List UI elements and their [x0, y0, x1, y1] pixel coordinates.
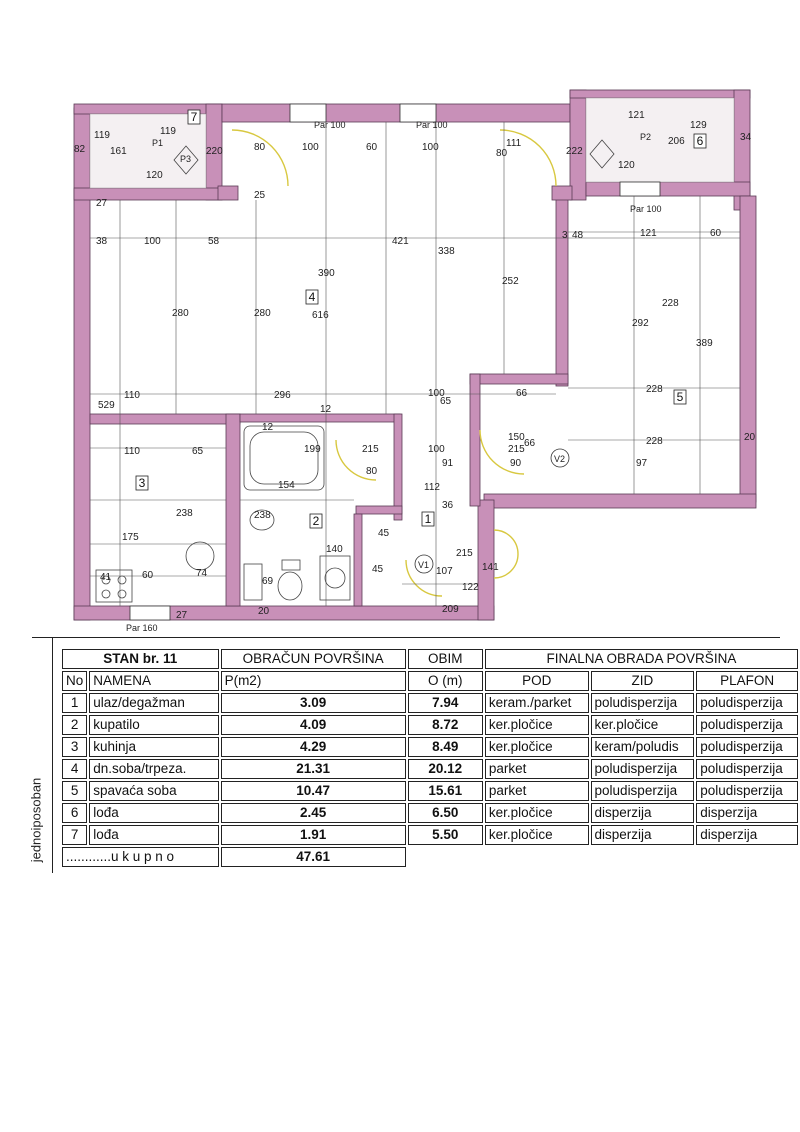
- dim: 45: [372, 564, 384, 575]
- table-row: [62, 715, 798, 735]
- table-side-rule: [52, 637, 53, 873]
- cell-no: 6: [62, 803, 87, 823]
- dim: 34: [740, 132, 752, 143]
- dim: 175: [122, 532, 139, 543]
- dim: 140: [326, 544, 343, 555]
- cell-name: lođa: [89, 825, 218, 845]
- dim: 161: [110, 146, 127, 157]
- header-finish-group: FINALNA OBRADA POVRŠINA: [485, 649, 798, 669]
- dim: 120: [146, 170, 163, 181]
- dim: 60: [366, 142, 378, 153]
- cell-no: 1: [62, 693, 87, 713]
- total-label: ............u k u p n o: [62, 847, 219, 867]
- dim: 110: [124, 446, 140, 457]
- dim: 41: [100, 572, 112, 583]
- apartment-type-label: jednoiposoban: [28, 777, 44, 863]
- dim: 3: [562, 230, 568, 241]
- table-total-row: [62, 847, 798, 867]
- cell-zid: keram/poludis: [591, 737, 695, 757]
- dim: 100: [428, 444, 445, 455]
- cell-obim: 5.50: [408, 825, 483, 845]
- empty-cell: [696, 847, 798, 867]
- room-number-2: 2: [312, 514, 320, 528]
- dim: 206: [668, 136, 685, 147]
- dim: 12: [320, 404, 332, 415]
- dim: 220: [206, 146, 223, 157]
- cell-zid: disperzija: [591, 803, 695, 823]
- cell-area: 3.09: [221, 693, 406, 713]
- cell-name: spavaća soba: [89, 781, 218, 801]
- dim: 215: [508, 444, 525, 455]
- dim: 80: [366, 466, 378, 477]
- dim: 38: [96, 236, 108, 247]
- cell-obim: 7.94: [408, 693, 483, 713]
- dim: 60: [710, 228, 722, 239]
- dim: 82: [74, 144, 86, 155]
- header-name: NAMENA: [89, 671, 218, 691]
- dim: 121: [628, 110, 645, 121]
- table-top-rule: [32, 637, 780, 638]
- dim: 280: [254, 308, 271, 319]
- cell-area: 21.31: [221, 759, 406, 779]
- cell-no: 7: [62, 825, 87, 845]
- cell-area: 4.29: [221, 737, 406, 757]
- dim: 150: [508, 432, 525, 443]
- cell-area: 10.47: [221, 781, 406, 801]
- cell-obim: 8.72: [408, 715, 483, 735]
- dim: 65: [440, 396, 452, 407]
- dim: 100: [428, 388, 445, 399]
- cell-obim: 6.50: [408, 803, 483, 823]
- dim: 296: [274, 390, 291, 401]
- dim: 141: [482, 562, 499, 573]
- cell-plafon: poludisperzija: [696, 781, 798, 801]
- dim: 389: [696, 338, 713, 349]
- label-par100-b: Par 100: [416, 120, 448, 130]
- header-no: No: [62, 671, 87, 691]
- dim: 120: [618, 160, 635, 171]
- room-number-5: 5: [676, 390, 684, 404]
- dim: 27: [96, 198, 108, 209]
- label-p3: P3: [180, 154, 192, 164]
- cell-pod: keram./parket: [485, 693, 589, 713]
- dim: 12: [262, 422, 274, 433]
- cell-area: 4.09: [221, 715, 406, 735]
- cell-plafon: poludisperzija: [696, 693, 798, 713]
- dim: 209: [442, 604, 459, 615]
- header-area: P(m2): [221, 671, 406, 691]
- label-par160: Par 160: [126, 623, 158, 633]
- dim: 80: [254, 142, 266, 153]
- label-v2: V2: [554, 454, 566, 464]
- header-plafon: PLAFON: [696, 671, 798, 691]
- cell-plafon: disperzija: [696, 825, 798, 845]
- cell-area: 1.91: [221, 825, 406, 845]
- cell-name: lođa: [89, 803, 218, 823]
- dim: 66: [524, 438, 536, 449]
- dim: 215: [456, 548, 473, 559]
- room-number-6: 6: [696, 134, 704, 148]
- cell-plafon: poludisperzija: [696, 737, 798, 757]
- dim: 119: [94, 130, 110, 141]
- header-obim-group: OBIM: [408, 649, 483, 669]
- dim: 529: [98, 400, 115, 411]
- table-row: [62, 825, 798, 845]
- cell-pod: parket: [485, 759, 589, 779]
- room-number-4: 4: [308, 290, 316, 304]
- cell-obim: 20.12: [408, 759, 483, 779]
- dim: 27: [176, 610, 188, 621]
- cell-area: 2.45: [221, 803, 406, 823]
- room-number-1: 1: [424, 512, 432, 526]
- dim: 129: [690, 120, 707, 131]
- dim: 228: [646, 384, 663, 395]
- table-row: [62, 781, 798, 801]
- dim: 69: [262, 576, 274, 587]
- dim: 100: [144, 236, 161, 247]
- cell-obim: 8.49: [408, 737, 483, 757]
- dim: 228: [646, 436, 663, 447]
- cell-pod: parket: [485, 781, 589, 801]
- table-row: [62, 737, 798, 757]
- room-number-3: 3: [138, 476, 146, 490]
- header-pod: POD: [485, 671, 589, 691]
- cell-zid: poludisperzija: [591, 781, 695, 801]
- dim: 20: [744, 432, 756, 443]
- cell-name: kupatilo: [89, 715, 218, 735]
- dim: 228: [662, 298, 679, 309]
- dim: 107: [436, 566, 453, 577]
- table-header-group-row: [62, 649, 798, 669]
- label-p2: P2: [640, 132, 652, 142]
- dim: 65: [192, 446, 204, 457]
- empty-cell: [485, 847, 589, 867]
- table-header-row: [62, 671, 798, 691]
- total-value: 47.61: [221, 847, 406, 867]
- dim: 292: [632, 318, 649, 329]
- dim: 122: [462, 582, 479, 593]
- empty-cell: [591, 847, 695, 867]
- dim: 338: [438, 246, 455, 257]
- dim: 119: [160, 126, 176, 137]
- dim: 215: [362, 444, 379, 455]
- cell-zid: poludisperzija: [591, 693, 695, 713]
- dim: 100: [422, 142, 439, 153]
- dim: 58: [208, 236, 220, 247]
- area-specification-table: [60, 647, 800, 869]
- cell-no: 4: [62, 759, 87, 779]
- empty-cell: [408, 847, 483, 867]
- header-zid: ZID: [591, 671, 695, 691]
- dim: 60: [142, 570, 154, 581]
- table-row: [62, 693, 798, 713]
- cell-zid: disperzija: [591, 825, 695, 845]
- dim: 74: [196, 568, 208, 579]
- dim: 80: [496, 148, 508, 159]
- dim: 110: [124, 390, 140, 401]
- dim: 91: [442, 458, 454, 469]
- dim: 121: [640, 228, 657, 239]
- table-row: [62, 803, 798, 823]
- cell-name: dn.soba/trpeza.: [89, 759, 218, 779]
- label-p1: P1: [152, 138, 164, 148]
- header-area-group: OBRAČUN POVRŠINA: [221, 649, 406, 669]
- dim: 252: [502, 276, 519, 287]
- dim: 238: [254, 510, 271, 521]
- dim: 111: [506, 138, 522, 149]
- cell-plafon: poludisperzija: [696, 715, 798, 735]
- room-number-7: 7: [190, 110, 198, 124]
- cell-pod: ker.pločice: [485, 737, 589, 757]
- apartment-title: STAN br. 11: [62, 649, 219, 669]
- dim: 112: [424, 482, 440, 493]
- dim: 199: [304, 444, 321, 455]
- cell-pod: ker.pločice: [485, 715, 589, 735]
- cell-no: 5: [62, 781, 87, 801]
- dim: 36: [442, 500, 454, 511]
- label-par100-c: Par 100: [630, 204, 662, 214]
- dim: 421: [392, 236, 409, 247]
- label-par100-a: Par 100: [314, 120, 346, 130]
- dim: 222: [566, 146, 583, 157]
- dim: 280: [172, 308, 189, 319]
- dim: 66: [516, 388, 528, 399]
- dim: 100: [302, 142, 319, 153]
- dim: 90: [510, 458, 522, 469]
- cell-plafon: poludisperzija: [696, 759, 798, 779]
- dim: 390: [318, 268, 335, 279]
- cell-pod: ker.pločice: [485, 825, 589, 845]
- cell-name: kuhinja: [89, 737, 218, 757]
- dim: 48: [572, 230, 584, 241]
- dim: 25: [254, 190, 266, 201]
- cell-zid: poludisperzija: [591, 759, 695, 779]
- table-row: [62, 759, 798, 779]
- cell-pod: ker.pločice: [485, 803, 589, 823]
- dim: 45: [378, 528, 390, 539]
- dim: 238: [176, 508, 193, 519]
- cell-no: 2: [62, 715, 87, 735]
- cell-no: 3: [62, 737, 87, 757]
- dim: 20: [258, 606, 270, 617]
- cell-plafon: disperzija: [696, 803, 798, 823]
- header-obim: O (m): [408, 671, 483, 691]
- dim: 616: [312, 310, 329, 321]
- cell-name: ulaz/degažman: [89, 693, 218, 713]
- dim: 97: [636, 458, 648, 469]
- cell-zid: ker.pločice: [591, 715, 695, 735]
- dim: 154: [278, 480, 295, 491]
- label-v1: V1: [418, 560, 430, 570]
- cell-obim: 15.61: [408, 781, 483, 801]
